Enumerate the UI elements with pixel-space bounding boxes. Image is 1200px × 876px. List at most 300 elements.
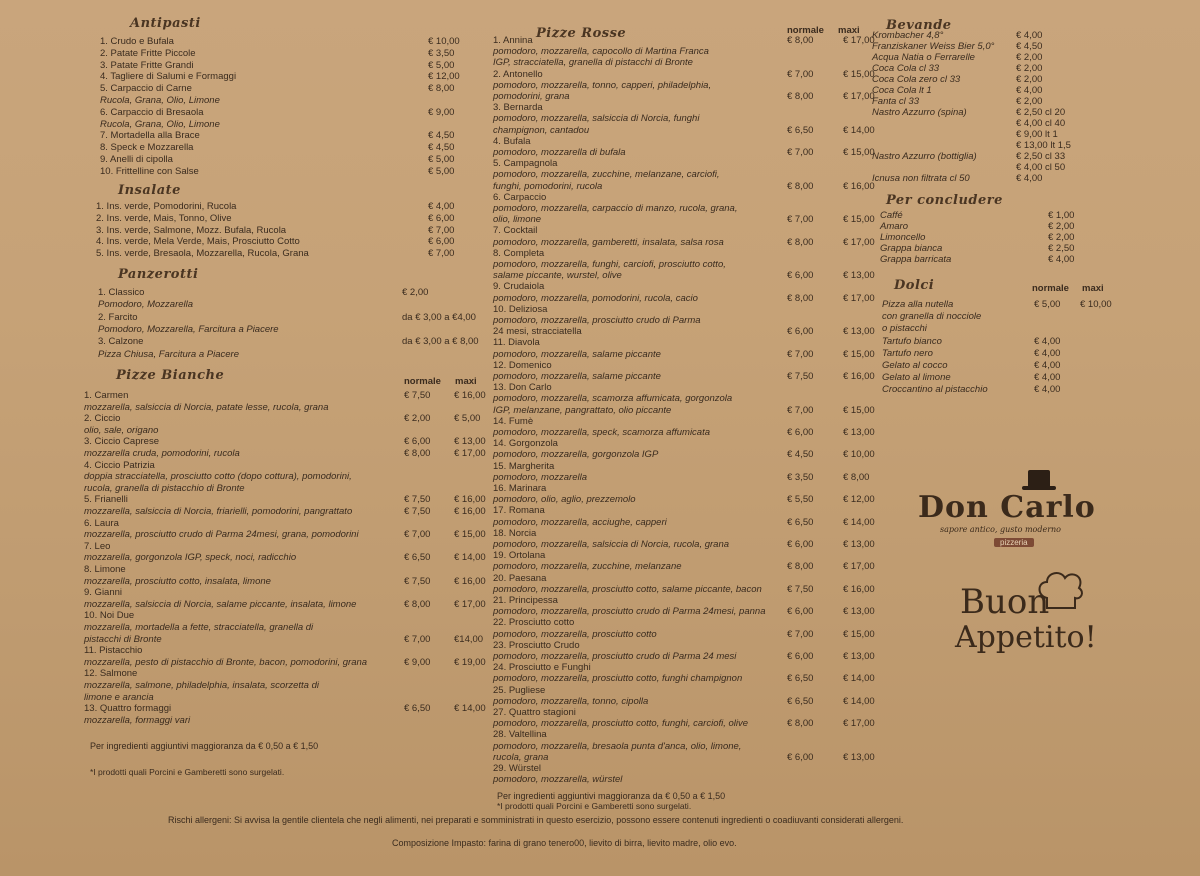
bianche-col-maxi: maxi: [455, 376, 477, 387]
rosse-item-name: salame piccante, wurstel, olive: [493, 270, 622, 282]
rosse-row: [493, 483, 903, 495]
antipasti-row: [100, 60, 470, 72]
concludere-price: € 1,00: [1048, 210, 1075, 221]
logo-name: Don Carlo: [918, 490, 1096, 525]
insalate-item-name: 2. Ins. verde, Mais, Tonno, Olive: [96, 212, 232, 224]
antipasti-price: € 5,00: [428, 154, 455, 165]
dolci-col-normale: normale: [1032, 283, 1069, 294]
antipasti-price: € 3,50: [428, 47, 455, 59]
rosse-row: [493, 181, 903, 193]
rosse-price-maxi: € 12,00: [843, 494, 875, 506]
rosse-row: [493, 752, 903, 764]
rosse-row: [493, 337, 903, 349]
bianche-row: [84, 402, 484, 414]
rosse-item-name: 12. Domenico: [493, 359, 552, 371]
rosse-price: € 7,00: [787, 68, 814, 80]
rosse-price: € 6,00: [787, 270, 814, 282]
logo-tagline: sapore antico, gusto moderno: [940, 525, 1061, 534]
rosse-item-name: pomodoro, mozzarella, scamorza affumicata, gorgonzola: [493, 393, 733, 405]
rosse-price: € 6,50: [787, 124, 814, 136]
bianche-item-name: 8. Limone: [84, 564, 126, 575]
concludere-item-name: Grappa bianca: [880, 243, 943, 254]
rosse-item-name: 24 mesi, stracciatella: [493, 326, 582, 338]
panzerotti-price: € 2,00: [402, 287, 429, 298]
rosse-item-name: 28. Valtellina: [493, 729, 547, 741]
insalate-item-name: 4. Ins. verde, Mela Verde, Mais, Prosciutto Cotto: [96, 236, 300, 248]
bianche-item-name: 7. Leo: [84, 540, 111, 552]
rosse-item-name: pomodoro, mozzarella, prosciutto cotto, salame piccante, bacon: [493, 583, 762, 595]
bianche-price: € 7,00: [404, 529, 431, 541]
rosse-item-name: 22. Prosciutto cotto: [493, 617, 575, 629]
rosse-row: [493, 472, 903, 484]
greeting-line2: Appetito!: [955, 620, 1097, 655]
rosse-price: € 7,00: [787, 348, 814, 360]
rosse-price-maxi: € 13,00: [843, 270, 875, 282]
rosse-item-name: 23. Prosciutto Crudo: [493, 639, 580, 651]
bianche-price: € 6,50: [404, 552, 431, 564]
bianche-item-name: 9. Gianni: [84, 587, 123, 599]
bianche-row: [84, 634, 484, 646]
rosse-row: [493, 225, 903, 237]
bianche-item-name: 1. Carmen: [84, 390, 129, 401]
rosse-item-name: pomodoro, mozzarella, carpaccio di manzo, rucola, grana,: [493, 203, 738, 214]
bevande-item-name: Coca Cola zero cl 33: [872, 74, 961, 85]
antipasti-price: € 4,50: [428, 142, 455, 154]
rosse-item-name: champignon, cantadou: [493, 124, 590, 136]
rosse-price-maxi: € 10,00: [843, 449, 875, 461]
rosse-row: [493, 270, 903, 282]
bevande-price: € 2,50 cl 20: [1016, 107, 1066, 118]
concludere-price: € 2,50: [1048, 243, 1075, 254]
rosse-row: [493, 281, 903, 293]
bianche-row: [84, 622, 484, 634]
rosse-price-maxi: € 15,00: [843, 214, 875, 226]
rosse-item-name: pomodoro, mozzarella, speck, scamorza affumicata: [493, 427, 711, 438]
bianche-price-maxi: € 19,00: [454, 656, 486, 668]
bianche-price-maxi: € 17,00: [454, 598, 486, 610]
panzerotti-row: [98, 349, 498, 361]
rosse-row: [493, 57, 903, 69]
rosse-row: [493, 169, 903, 181]
rosse-row: [493, 416, 903, 428]
dolci-col-maxi: maxi: [1082, 283, 1104, 294]
rosse-row: [493, 315, 903, 327]
rosse-row: [493, 729, 903, 741]
dolci-item-name: con granella di nocciole: [882, 311, 982, 323]
antipasti-row: [100, 48, 470, 60]
rosse-price: € 8,00: [787, 180, 814, 192]
logo-pizzeria-badge: pizzeria: [994, 538, 1034, 547]
rosse-price-maxi: € 17,00: [843, 718, 875, 730]
rosse-row: [493, 517, 903, 529]
rosse-row: [493, 617, 903, 629]
rosse-item-name: 5. Campagnola: [493, 158, 558, 170]
rosse-price-maxi: € 13,00: [843, 651, 875, 662]
rosse-price: € 6,00: [787, 751, 814, 763]
rosse-row: [493, 685, 903, 697]
bianche-item-name: mozzarella, prosciutto crudo di Parma 24mesi, grana, pomodorini: [84, 529, 359, 541]
insalate-row: [96, 225, 470, 237]
rosse-price-maxi: € 17,00: [843, 91, 875, 102]
bianche-price: € 7,00: [404, 633, 431, 645]
bianche-row: [84, 471, 484, 483]
bianche-price: € 2,00: [404, 413, 431, 425]
rosse-row: [493, 125, 903, 137]
insalate-item-name: 1. Ins. verde, Pomodorini, Rucola: [96, 201, 237, 212]
rosse-item-name: pomodoro, mozzarella, salame piccante: [493, 348, 661, 360]
greeting-line1: Buon: [960, 582, 1050, 622]
bevande-price: € 4,50: [1016, 41, 1043, 52]
rosse-price: € 8,00: [787, 292, 814, 304]
bianche-item-name: 11. Pistacchio: [84, 645, 143, 657]
bianche-price: € 7,50: [404, 494, 431, 506]
antipasti-price: € 4,50: [428, 130, 455, 142]
rosse-item-name: pomodoro, mozzarella di bufala: [493, 147, 626, 158]
panzerotti-item-name: Pomodoro, Mozzarella, Farcitura a Piacere: [98, 323, 279, 335]
concludere-price: € 2,00: [1048, 232, 1075, 243]
bianche-item-name: 10. Noi Due: [84, 610, 135, 622]
bianche-price-maxi: €14,00: [454, 633, 484, 645]
dolci-item-name: Tartufo bianco: [882, 335, 942, 347]
rosse-item-name: 2. Antonello: [493, 68, 543, 80]
rosse-item-name: pomodoro, mozzarella, funghi, carciofi, prosciutto cotto,: [493, 259, 726, 270]
rosse-item-name: 6. Carpaccio: [493, 191, 547, 203]
insalate-row: [96, 248, 470, 260]
bianche-item-name: 5. Frianelli: [84, 494, 128, 506]
rosse-item-name: pomodoro, mozzarella, pomodorini, rucola, cacio: [493, 292, 698, 304]
rosse-item-name: IGP, stracciatella, granella di pistacchi di Bronte: [493, 57, 693, 69]
dolci-price: € 4,00: [1034, 360, 1061, 371]
bevande-row: [872, 173, 1092, 185]
bianche-price: € 7,50: [404, 390, 431, 401]
rosse-item-name: 10. Deliziosa: [493, 303, 548, 315]
bianche-row: [84, 494, 484, 506]
rosse-row: [493, 505, 903, 517]
rosse-item-name: rucola, grana: [493, 751, 549, 763]
rosse-row: [493, 203, 903, 215]
rosse-row: [493, 606, 903, 618]
rosse-item-name: pomodoro, mozzarella, gamberetti, insalata, salsa rosa: [493, 236, 724, 248]
rosse-price: € 5,50: [787, 494, 814, 506]
bianche-row: [84, 692, 484, 704]
rosse-row: [493, 192, 903, 204]
insalate-row: [96, 213, 470, 225]
antipasti-item-name: 3. Patate Fritte Grandi: [100, 59, 194, 71]
rosse-item-name: pomodoro, mozzarella, prosciutto cotto: [493, 628, 657, 640]
rosse-price-maxi: € 15,00: [843, 348, 875, 360]
bianche-item-name: 2. Ciccio: [84, 413, 121, 425]
rosse-item-name: pomodoro, mozzarella, prosciutto cotto, funghi champignon: [493, 673, 743, 685]
rosse-row: [493, 248, 903, 260]
rosse-price-maxi: € 17,00: [843, 35, 875, 46]
insalate-row: [96, 201, 470, 213]
rosse-price-maxi: € 15,00: [843, 68, 875, 80]
dolci-price: € 4,00: [1034, 384, 1061, 396]
dolci-item-name: Pizza alla nutella: [882, 299, 954, 310]
panzerotti-item-name: Pizza Chiusa, Farcitura a Piacere: [98, 348, 239, 360]
rosse-row: [493, 528, 903, 540]
bianche-item-name: mozzarella, salsiccia di Norcia, friarielli, pomodorini, pangrattato: [84, 506, 353, 517]
rosse-price-maxi: € 15,00: [843, 628, 875, 640]
panzerotti-item-name: Pomodoro, Mozzarella: [98, 299, 194, 311]
dolci-item-name: Gelato al cocco: [882, 360, 948, 371]
concludere-item-name: Caffé: [880, 210, 903, 221]
antipasti-item-name: 7. Mortadella alla Brace: [100, 130, 200, 142]
rosse-item-name: 19. Ortolana: [493, 550, 546, 562]
bevande-item-name: Nastro Azzurro (bottiglia): [872, 151, 977, 162]
concludere-row: [880, 254, 1090, 266]
bevande-item-name: Icnusa non filtrata cl 50: [872, 173, 970, 184]
rosse-item-name: pomodoro, mozzarella, salame piccante: [493, 371, 661, 382]
bianche-price-maxi: € 13,00: [454, 436, 486, 448]
rosse-item-name: pomodoro, mozzarella, prosciutto crudo di Parma 24mesi, panna: [493, 606, 766, 618]
rosse-price: € 6,50: [787, 516, 814, 528]
rosse-price: € 7,00: [787, 628, 814, 640]
rosse-row: [493, 237, 903, 249]
rosse-price-maxi: € 14,00: [843, 516, 875, 528]
antipasti-price: € 12,00: [428, 71, 460, 83]
antipasti-row: [100, 142, 470, 154]
bevande-item-name: Krombacher 4,8°: [872, 30, 944, 41]
antipasti-heading: Antipasti: [130, 16, 201, 31]
rosse-price: € 6,00: [787, 606, 814, 618]
rosse-price-maxi: € 15,00: [843, 147, 875, 158]
rosse-price: € 7,00: [787, 147, 814, 158]
rosse-item-name: pomodoro, mozzarella, zucchine, melanzane: [493, 561, 682, 573]
bianche-item-name: mozzarella, salsiccia di Norcia, patate lesse, rucola, grana: [84, 401, 329, 413]
rosse-row: [493, 46, 903, 58]
rosse-price: € 6,00: [787, 326, 814, 338]
rosse-price-maxi: € 14,00: [843, 695, 875, 707]
dolci-price-maxi: € 10,00: [1080, 299, 1112, 310]
antipasti-item-name: 1. Crudo e Bufala: [100, 36, 174, 47]
bianche-row: [84, 483, 484, 495]
antipasti-item-name: 2. Patate Fritte Piccole: [100, 47, 196, 59]
rosse-price: € 3,50: [787, 471, 814, 483]
bianche-price: € 6,50: [404, 703, 431, 715]
rosse-row: [493, 382, 903, 394]
panzerotti-price: da € 3,00 a € 8,00: [402, 336, 479, 348]
bianche-item-name: limone e arancia: [84, 691, 154, 703]
rosse-row: [493, 561, 903, 573]
rosse-price-maxi: € 16,00: [843, 583, 875, 595]
rosse-item-name: pomodoro, mozzarella, tonno, capperi, philadelphia,: [493, 79, 712, 91]
rosse-row: [493, 304, 903, 316]
bevande-price: € 4,00 cl 40: [1016, 118, 1066, 129]
insalate-price: € 6,00: [428, 212, 455, 224]
bianche-row: [84, 552, 484, 564]
rosse-item-name: 13. Don Carlo: [493, 382, 552, 394]
rosse-price-maxi: € 17,00: [843, 292, 875, 304]
panzerotti-row: [98, 287, 498, 299]
bevande-item-name: Coca Cola lt 1: [872, 85, 932, 96]
bianche-row: [84, 645, 484, 657]
rosse-row: [493, 214, 903, 226]
bianche-note-ingredienti: Per ingredienti aggiuntivi maggioranza da € 0,50 a € 1,50: [90, 741, 319, 751]
rosse-item-name: 25. Pugliese: [493, 684, 546, 696]
bianche-row: [84, 448, 484, 460]
rosse-item-name: 27. Quattro stagioni: [493, 707, 576, 718]
insalate-price: € 7,00: [428, 248, 455, 260]
rosse-item-name: pomodorini, grana: [493, 91, 570, 102]
antipasti-price: € 10,00: [428, 36, 460, 47]
rosse-row: [493, 147, 903, 159]
rosse-row: [493, 438, 903, 450]
dolci-row: [882, 372, 1118, 384]
rosse-item-name: pomodoro, mozzarella, acciughe, capperi: [493, 516, 667, 528]
rosse-row: [493, 393, 903, 405]
bianche-price-maxi: € 14,00: [454, 552, 486, 564]
antipasti-row: [100, 119, 470, 131]
rosse-row: [493, 349, 903, 361]
bianche-row: [84, 413, 484, 425]
rosse-price: € 8,00: [787, 718, 814, 730]
bevande-price: € 4,00: [1016, 173, 1043, 184]
antipasti-price: € 9,00: [428, 106, 455, 118]
dolci-item-name: Croccantino al pistacchio: [882, 384, 988, 396]
rosse-price: € 8,00: [787, 561, 814, 573]
antipasti-item-name: 9. Anelli di cipolla: [100, 154, 173, 165]
bianche-item-name: mozzarella cruda, pomodorini, rucola: [84, 448, 240, 459]
rosse-price-maxi: € 14,00: [843, 673, 875, 685]
bianche-row: [84, 587, 484, 599]
bianche-row: [84, 668, 484, 680]
rosse-row: [493, 371, 903, 383]
rosse-item-name: funghi, pomodorini, rucola: [493, 180, 603, 192]
rosse-item-name: pomodoro, mozzarella, tonno, cipolla: [493, 695, 649, 707]
bianche-price-maxi: € 16,00: [454, 575, 486, 587]
antipasti-row: [100, 83, 470, 95]
rosse-item-name: 16. Marinara: [493, 483, 547, 494]
rosse-row: [493, 774, 903, 786]
panzerotti-item-name: 2. Farcito: [98, 311, 138, 323]
dolci-row: [882, 348, 1118, 360]
rosse-item-name: olio, limone: [493, 214, 542, 226]
rosse-row: [493, 640, 903, 652]
bevande-price: € 4,00 cl 50: [1016, 162, 1066, 173]
rosse-row: [493, 651, 903, 663]
rosse-item-name: 14. Gorgonzola: [493, 438, 558, 450]
rosse-price-maxi: € 13,00: [843, 326, 875, 338]
rosse-item-name: 1. Annina: [493, 35, 533, 46]
bianche-price: € 9,00: [404, 656, 431, 668]
rosse-note-ingredienti: Per ingredienti aggiuntivi maggioranza da € 0,50 a € 1,50: [497, 791, 726, 801]
footer-impasto: Composizione Impasto: farina di grano tenero00, lievito di birra, lievito madre, olio evo.: [392, 838, 737, 848]
bianche-price-maxi: € 14,00: [454, 703, 486, 715]
bianche-item-name: 13. Quattro formaggi: [84, 703, 172, 715]
bianche-item-name: mozzarella, formaggi vari: [84, 714, 191, 726]
rosse-row: [493, 259, 903, 271]
bianche-item-name: mozzarella, prosciutto cotto, insalata, limone: [84, 575, 271, 587]
rosse-note-surgelati: *I prodotti quali Porcini e Gamberetti sono surgelati.: [497, 801, 692, 811]
antipasti-item-name: 6. Carpaccio di Bresaola: [100, 106, 204, 118]
rosse-item-name: 14. Fumè: [493, 415, 534, 427]
chef-hat-icon: [1035, 568, 1087, 612]
rosse-item-name: pomodoro, mozzarella, salsiccia di Norcia, funghi: [493, 113, 700, 125]
antipasti-item-name: 4. Tagliere di Salumi e Formaggi: [100, 71, 237, 83]
concludere-item-name: Grappa barricata: [880, 254, 952, 265]
bianche-row: [84, 390, 484, 402]
rosse-row: [493, 136, 903, 148]
bevande-price: € 2,00: [1016, 52, 1043, 63]
rosse-item-name: 24. Prosciutto e Funghi: [493, 662, 591, 674]
panzerotti-item-name: 3. Calzone: [98, 336, 144, 348]
antipasti-row: [100, 95, 470, 107]
rosse-row: [493, 461, 903, 473]
bianche-row: [84, 576, 484, 588]
insalate-price: € 7,00: [428, 224, 455, 236]
bevande-price: € 13,00 lt 1,5: [1016, 140, 1071, 151]
panzerotti-row: [98, 312, 498, 324]
rosse-item-name: pomodoro, mozzarella, salsiccia di Norcia, rucola, grana: [493, 539, 730, 550]
bevande-heading: Bevande: [886, 18, 952, 33]
bianche-item-name: 3. Ciccio Caprese: [84, 436, 159, 448]
rosse-price: € 6,00: [787, 427, 814, 438]
rosse-price-maxi: € 17,00: [843, 561, 875, 573]
bianche-item-name: mozzarella, pesto di pistacchio di Bronte, bacon, pomodorini, grana: [84, 656, 368, 668]
rosse-price: € 7,50: [787, 583, 814, 595]
rosse-price: € 7,50: [787, 371, 814, 382]
concludere-price: € 4,00: [1048, 254, 1075, 265]
rosse-price: € 7,00: [787, 214, 814, 226]
insalate-item-name: 5. Ins. verde, Bresaola, Mozzarella, Rucola, Grana: [96, 248, 309, 260]
insalate-item-name: 3. Ins. verde, Salmone, Mozz. Bufala, Rucola: [96, 224, 287, 236]
rosse-item-name: pomodoro, mozzarella, zucchine, melanzane, carciofi,: [493, 169, 720, 181]
bianche-price: € 6,00: [404, 436, 431, 448]
concludere-price: € 2,00: [1048, 221, 1075, 232]
dolci-row: [882, 323, 1118, 335]
rosse-row: [493, 91, 903, 103]
panzerotti-row: [98, 336, 498, 348]
bianche-row: [84, 425, 484, 437]
rosse-item-name: 3. Bernarda: [493, 102, 543, 114]
bianche-price: € 8,00: [404, 598, 431, 610]
bianche-row: [84, 610, 484, 622]
rosse-price: € 4,50: [787, 449, 814, 461]
bevande-price: € 4,00: [1016, 85, 1043, 96]
antipasti-row: [100, 154, 470, 166]
bianche-row: [84, 703, 484, 715]
antipasti-item-name: Rucola, Grana, Olio, Limone: [100, 95, 220, 106]
dolci-heading: Dolci: [894, 278, 935, 293]
rosse-row: [493, 629, 903, 641]
rosse-item-name: 11. Diavola: [493, 337, 540, 349]
rosse-row: [493, 326, 903, 338]
rosse-price: € 8,00: [787, 35, 814, 46]
dolci-price: € 5,00: [1034, 299, 1061, 310]
panzerotti-row: [98, 324, 498, 336]
rosse-item-name: 29. Würstel: [493, 763, 542, 774]
bevande-price: € 2,00: [1016, 74, 1043, 85]
rosse-item-name: pomodoro, mozzarella, prosciutto cotto, funghi, carciofi, olive: [493, 718, 749, 730]
rosse-item-name: 18. Norcia: [493, 527, 537, 539]
bevande-item-name: Coca Cola cl 33: [872, 63, 940, 74]
rosse-price: € 6,00: [787, 651, 814, 662]
rosse-row: [493, 707, 903, 719]
rosse-item-name: 15. Margherita: [493, 460, 555, 472]
rosse-row: [493, 763, 903, 775]
don-carlo-logo: [918, 470, 1118, 550]
bianche-row: [84, 541, 484, 553]
rosse-price-maxi: € 13,00: [843, 539, 875, 550]
rosse-item-name: pomodoro, olio, aglio, prezzemolo: [493, 494, 636, 506]
rosse-item-name: 17. Romana: [493, 505, 545, 517]
rosse-row: [493, 449, 903, 461]
rosse-row: [493, 539, 903, 551]
bianche-item-name: olio, sale, origano: [84, 424, 159, 436]
antipasti-item-name: 10. Frittelline con Salse: [100, 165, 199, 177]
rosse-row: [493, 673, 903, 685]
